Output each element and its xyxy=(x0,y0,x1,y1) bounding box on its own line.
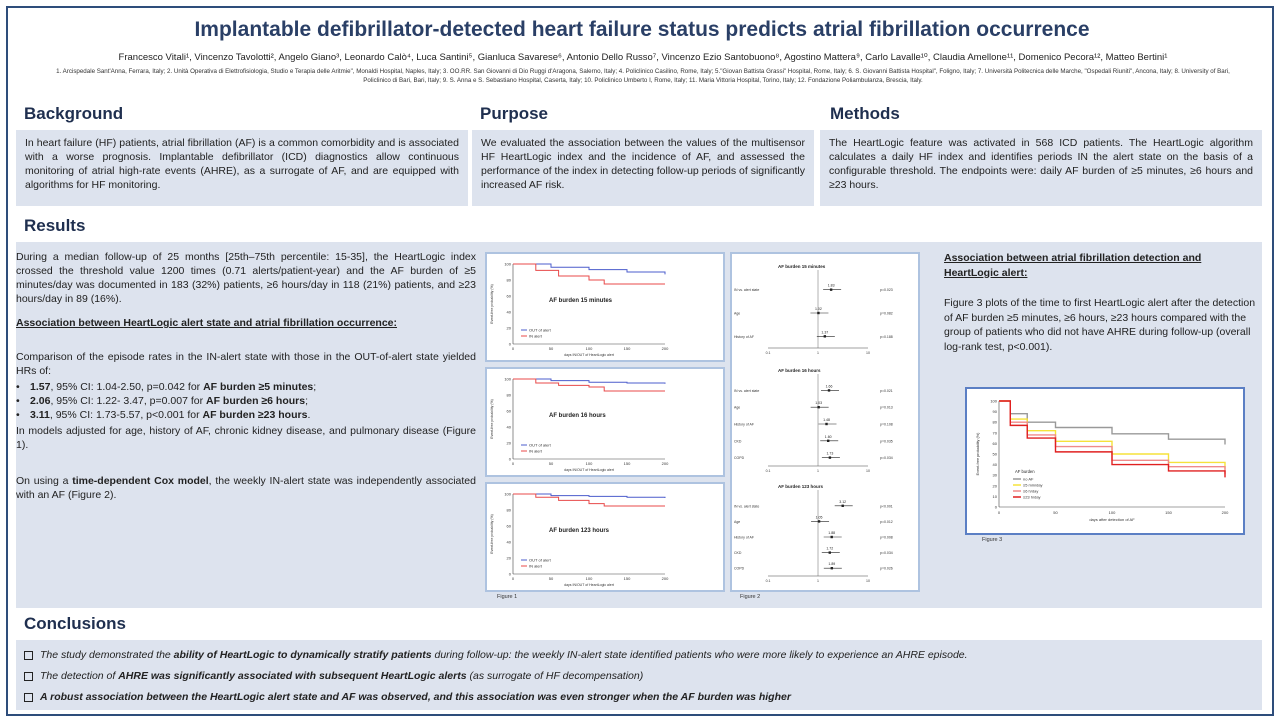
forest-hr-label: 1.03 xyxy=(815,401,823,406)
legend-title: AF burden xyxy=(1015,469,1035,474)
x-tick-label: 100 xyxy=(1108,510,1116,515)
legend-label-in: IN alert xyxy=(529,563,542,569)
forest-hr-label: 1.48 xyxy=(823,418,830,422)
forest-row-label: History of AF xyxy=(734,422,755,427)
figure1-panel-3 xyxy=(485,482,725,592)
y-axis-label: Event-free probability (%) xyxy=(490,399,494,439)
forest-hr-label: 3.12 xyxy=(839,499,847,504)
forest-point xyxy=(831,536,833,538)
results-text xyxy=(16,250,476,510)
forest-row-label: Age xyxy=(734,311,741,316)
adjusted-text: In models adjusted for age, history of AF, chronic kidney disease, and pulmonary disease (Figure 1). xyxy=(16,425,476,451)
figure1-panel-title: AF burden 16 hours xyxy=(549,413,606,419)
x-tick-label: 50 xyxy=(1053,510,1058,515)
y-tick-label: 80 xyxy=(506,507,511,513)
y-tick-label: 20 xyxy=(506,440,511,446)
y-tick-label: 70 xyxy=(992,430,997,436)
y-tick-label: 0 xyxy=(508,456,511,462)
y-tick-label: 20 xyxy=(506,325,511,331)
x-axis-label: days IN/OUT of HeartLogic alert xyxy=(564,583,614,587)
forest-row-label: CKD xyxy=(734,439,742,444)
legend-label: ≥23 h/day xyxy=(1023,494,1041,500)
conclusions-heading: Conclusions xyxy=(24,614,127,633)
x-tick-label: 0 xyxy=(997,510,1001,515)
y-tick-label: 0 xyxy=(508,341,511,347)
x-tick-label: 0 xyxy=(511,461,515,466)
forest-axis-tick: 10 xyxy=(866,579,870,583)
forest-point xyxy=(829,551,831,553)
y-axis-label: Event-free probability (%) xyxy=(976,432,980,476)
x-tick-label: 200 xyxy=(1221,510,1229,515)
forest-hr-label: 1.37 xyxy=(821,330,829,335)
forest-point xyxy=(830,288,832,290)
forest-panel-title: AF burden 123 hours xyxy=(778,484,824,489)
y-tick-label: 100 xyxy=(504,491,511,497)
forest-p-value: p=0.034 xyxy=(880,456,893,461)
x-tick-label: 50 xyxy=(548,461,554,466)
forest-p-value: p=0.082 xyxy=(880,311,893,316)
x-tick-label: 150 xyxy=(1165,510,1172,515)
x-tick-label: 100 xyxy=(585,461,593,466)
forest-hr-label: 1.83 xyxy=(827,283,835,288)
forest-row-label: IN vs. alert state xyxy=(734,504,760,509)
y-tick-label: 60 xyxy=(506,523,511,529)
checkbox-icon xyxy=(24,672,33,681)
y-tick-label: 0 xyxy=(508,571,511,577)
legend-label-in: IN alert xyxy=(529,333,542,339)
figure1-panel-title: AF burden 123 hours xyxy=(549,528,610,534)
forest-p-value: p=0.023 xyxy=(880,288,893,293)
y-axis-label: Event-free probability (%) xyxy=(490,514,494,554)
figure1-panel-title: AF burden 15 minutes xyxy=(549,298,613,304)
forest-p-value: p=0.034 xyxy=(880,551,893,556)
hr-item: • 3.11, 95% CI: 1.73-5.57, p<0.001 for AF burden ≥23 hours. xyxy=(16,408,476,422)
figure3-panel xyxy=(965,387,1245,535)
poster-title: Implantable defibrillator-detected heart failure status predicts atrial fibrillation occurrence xyxy=(194,18,1090,41)
forest-point xyxy=(828,389,830,391)
figure1-chart-1 xyxy=(487,254,723,360)
y-tick-label: 60 xyxy=(992,440,997,446)
results-intro: During a median follow-up of 25 months [25th–75th percentile: 15-35], the HeartLogic index crossed the threshold value 1200 times (0.71 alerts/patient-year) and the AF burden of ≥5 minutes/day was documented in 183 (32%) patients, ≥6 hours/day in 118 (21%) patients, and ≥23 hours/day in 89 (16%). xyxy=(16,251,476,305)
legend-label: ≥5 min/day xyxy=(1023,482,1043,488)
forest-axis-tick: 0.1 xyxy=(765,469,771,473)
forest-hr-label: 1.05 xyxy=(815,515,823,520)
figure3-caption: Figure 3 xyxy=(982,537,1003,543)
forest-hr-label: 1.88 xyxy=(828,531,836,535)
forest-axis-tick: 10 xyxy=(866,351,870,355)
background-box: In heart failure (HF) patients, atrial fibrillation (AF) is a common comorbidity and is associated with a worse prognosis. Implantable defibrillator (ICD) diagnostics allow continuous monitoring of atrial high-rate events (AHRE), as a surrogate of AF, and are equipped with algorithms for HF monitoring. xyxy=(16,130,468,206)
results-heading: Results xyxy=(24,216,86,235)
y-tick-label: 90 xyxy=(992,409,997,415)
conclusions-list xyxy=(24,645,1254,708)
forest-hr-label: 1.60 xyxy=(824,434,832,439)
forest-hr-label: 1.89 xyxy=(828,562,836,567)
y-tick-label: 20 xyxy=(992,483,997,489)
x-axis-label: days IN/OUT of HeartLogic alert xyxy=(564,353,614,357)
comparison-text: Comparison of the episode rates in the IN-alert state with those in the OUT-of-alert state yielded HRs of: xyxy=(16,351,476,377)
y-tick-label: 100 xyxy=(504,376,511,382)
affiliations: 1. Arcispedale Sant'Anna, Ferrara, Italy; 2. Unità Operativa di Elettrofisiologia, Studio e Terapia delle Aritmie", Monaldi Hospital, Naples, Italy; 3. OO.RR. San Giovanni di Dio Ruggi d'Aragona, Salerno, Italy; 4. Policlinico Casilino, Rome, Italy; 5."Giovan Battista Grassi" Hospital, Rome, Italy; 6. S. Giovanni Battista Hospital", Foligno, Italy; 7. Università Politecnica delle Marche, "Ospedali Riuniti", Ancona, Italy; 8. University of Bari, Policlinico di Bari, Bari, Italy; 9. S. Anna e S. Sebastiano Hospital, Caserta, Italy; 10. Policlinico Umberto I, Rome, Italy; 11. Maria Vittoria Hospital, Torino, Italy; 12. Fondazione Poliambulanza, Brescia, Italy. xyxy=(56,68,1230,84)
y-tick-label: 80 xyxy=(506,277,511,283)
y-tick-label: 60 xyxy=(506,293,511,299)
y-axis-label: Event-free probability (%) xyxy=(490,284,494,324)
forest-point xyxy=(831,567,833,569)
forest-point xyxy=(827,440,829,442)
author-list: Francesco Vitali¹, Vincenzo Tavolotti², Angelo Giano³, Leonardo Calò⁴, Luca Santini⁵, Gianluca Savarese⁶, Antonio Dello Russo⁷, Vincenzo Ezio Santobuono⁸, Agostino Mattera⁹, Carlo Lavalle¹⁰, Claudia Amellone¹¹, Domenico Pecora¹², Matteo Bertini¹ xyxy=(118,52,1168,63)
forest-axis-tick: 0.1 xyxy=(765,351,771,355)
figure1-chart-2 xyxy=(487,369,723,475)
figure2-caption: Figure 2 xyxy=(740,594,761,600)
x-tick-label: 150 xyxy=(623,576,631,581)
forest-p-value: p=0.026 xyxy=(880,566,893,571)
x-tick-label: 50 xyxy=(548,576,554,581)
methods-box: The HeartLogic feature was activated in 568 ICD patients. The HeartLogic algorithm calculates a daily HF index and identifies periods IN the alert state on the basis of a configurable threshold. The endpoints were: daily AF burden of ≥5 minutes, ≥6 hours and ≥23 hours. xyxy=(820,130,1262,206)
figure2-panel xyxy=(730,252,920,592)
forest-point xyxy=(829,456,831,458)
x-tick-label: 0 xyxy=(511,576,515,581)
background-heading: Background xyxy=(24,104,124,123)
x-axis-label: days IN/OUT of HeartLogic alert xyxy=(564,468,614,472)
results-subheading-2: Association between atrial fibrillation detection and HeartLogic alert: xyxy=(944,252,1202,279)
purpose-heading: Purpose xyxy=(480,104,549,123)
forest-hr-label: 1.73 xyxy=(826,451,834,456)
checkbox-icon xyxy=(24,693,33,702)
x-tick-label: 100 xyxy=(585,346,593,351)
forest-row-label: CKD xyxy=(734,551,742,556)
figure3-description: Figure 3 plots of the time to first HeartLogic alert after the detection of AF burden ≥5 minutes, ≥6 hours, ≥23 hours compared with the group of patients who did not have AHRE during follow-up (overall log-rank test, p<0.001). xyxy=(944,297,1256,353)
forest-point xyxy=(817,312,819,314)
y-tick-label: 60 xyxy=(506,408,511,414)
forest-p-value: p=0.035 xyxy=(880,439,893,444)
forest-point xyxy=(818,520,820,522)
x-tick-label: 50 xyxy=(548,346,554,351)
figure2-forest-plot xyxy=(732,254,918,590)
forest-row-label: History of AF xyxy=(734,535,755,540)
legend-label-out: OUT of alert xyxy=(529,557,551,563)
forest-point xyxy=(817,406,819,408)
forest-point xyxy=(825,423,827,425)
forest-point xyxy=(842,505,844,507)
forest-axis-tick: 1 xyxy=(817,469,819,473)
figure3-chart xyxy=(967,389,1243,533)
forest-axis-tick: 0.1 xyxy=(765,579,771,583)
forest-p-value: p=0.012 xyxy=(880,519,893,524)
forest-hr-label: 1.66 xyxy=(825,384,833,389)
legend-label-in: IN alert xyxy=(529,448,542,454)
y-tick-label: 50 xyxy=(992,451,997,457)
forest-row-label: IN vs. alert state xyxy=(734,388,760,393)
y-tick-label: 0 xyxy=(994,504,997,510)
y-tick-label: 40 xyxy=(506,539,511,545)
figure1-caption: Figure 1 xyxy=(497,594,518,600)
forest-p-value: p=0.188 xyxy=(880,334,893,339)
forest-p-value: p<0.001 xyxy=(880,504,893,509)
conclusion-item: The detection of AHRE was significantly associated with subsequent HeartLogic alerts (as surrogate of HF decompensation) xyxy=(24,666,1254,687)
forest-p-value: p=0.008 xyxy=(880,535,893,540)
y-tick-label: 40 xyxy=(506,309,511,315)
forest-panel-title: AF burden 16 hours xyxy=(778,368,821,373)
forest-row-label: COPD xyxy=(734,566,745,571)
x-tick-label: 200 xyxy=(661,576,669,581)
forest-axis-tick: 1 xyxy=(817,351,819,355)
forest-axis-tick: 10 xyxy=(866,469,870,473)
legend-label: ≥6 h/day xyxy=(1023,488,1039,494)
forest-hr-label: 1.72 xyxy=(826,546,834,551)
forest-row-label: Age xyxy=(734,519,741,524)
conclusion-item: A robust association between the HeartLogic alert state and AF was observed, and this association was even stronger when the AF burden was higher xyxy=(24,687,1254,708)
hr-item: • 1.57, 95% CI: 1.04-2.50, p=0.042 for AF burden ≥5 minutes; xyxy=(16,380,476,394)
figure1-chart-3 xyxy=(487,484,723,590)
purpose-box: We evaluated the association between the values of the multisensor HF HeartLogic index and the incidence of AF, and assessed the performance of the index in detecting follow-up periods of significantly increased AF risk. xyxy=(472,130,814,206)
forest-row-label: IN vs. alert state xyxy=(734,288,760,293)
x-axis-label: days after detection of AF xyxy=(1089,517,1135,522)
forest-row-label: COPD xyxy=(734,456,745,461)
x-tick-label: 150 xyxy=(623,461,631,466)
forest-panel-title: AF burden 15 minutes xyxy=(778,264,826,269)
checkbox-icon xyxy=(24,651,33,660)
x-tick-label: 100 xyxy=(585,576,593,581)
results-right-text xyxy=(944,251,1256,354)
legend-label-out: OUT of alert xyxy=(529,327,551,333)
cox-text: On using a time-dependent Cox model, the weekly IN-alert state was independently associated with an AF (Figure 2). xyxy=(16,475,476,501)
y-tick-label: 100 xyxy=(504,261,511,267)
forest-row-label: History of AF xyxy=(734,334,755,339)
x-tick-label: 200 xyxy=(661,461,669,466)
figure1-panel-1 xyxy=(485,252,725,362)
y-tick-label: 80 xyxy=(506,392,511,398)
conclusion-item: The study demonstrated the ability of HeartLogic to dynamically stratify patients during follow-up: the weekly IN-alert state identified patients who were more likely to experience an AHRE episode. xyxy=(24,645,1254,666)
x-tick-label: 200 xyxy=(661,346,669,351)
y-tick-label: 80 xyxy=(992,419,997,425)
y-tick-label: 20 xyxy=(506,555,511,561)
y-tick-label: 30 xyxy=(992,472,997,478)
forest-row-label: Age xyxy=(734,405,741,410)
x-tick-label: 150 xyxy=(623,346,631,351)
x-tick-label: 0 xyxy=(511,346,515,351)
legend-label: no AF xyxy=(1023,476,1034,482)
figure1-panel-2 xyxy=(485,367,725,477)
y-tick-label: 100 xyxy=(990,398,997,404)
hr-list xyxy=(16,380,476,422)
y-tick-label: 40 xyxy=(992,462,997,468)
forest-point xyxy=(824,335,826,337)
legend-label-out: OUT of alert xyxy=(529,442,551,448)
forest-hr-label: 1.02 xyxy=(815,307,822,311)
forest-axis-tick: 1 xyxy=(817,579,819,583)
y-tick-label: 10 xyxy=(992,493,997,499)
forest-p-value: p=0.108 xyxy=(880,422,893,427)
forest-p-value: p=0.013 xyxy=(880,405,893,410)
y-tick-label: 40 xyxy=(506,424,511,430)
results-subheading-1: Association between HeartLogic alert state and atrial fibrillation occurrence: xyxy=(16,317,398,329)
methods-heading: Methods xyxy=(830,104,900,123)
forest-p-value: p=0.021 xyxy=(880,388,893,393)
hr-item: • 2.06, 95% CI: 1.22- 3.47, p=0.007 for AF burden ≥6 hours; xyxy=(16,394,476,408)
